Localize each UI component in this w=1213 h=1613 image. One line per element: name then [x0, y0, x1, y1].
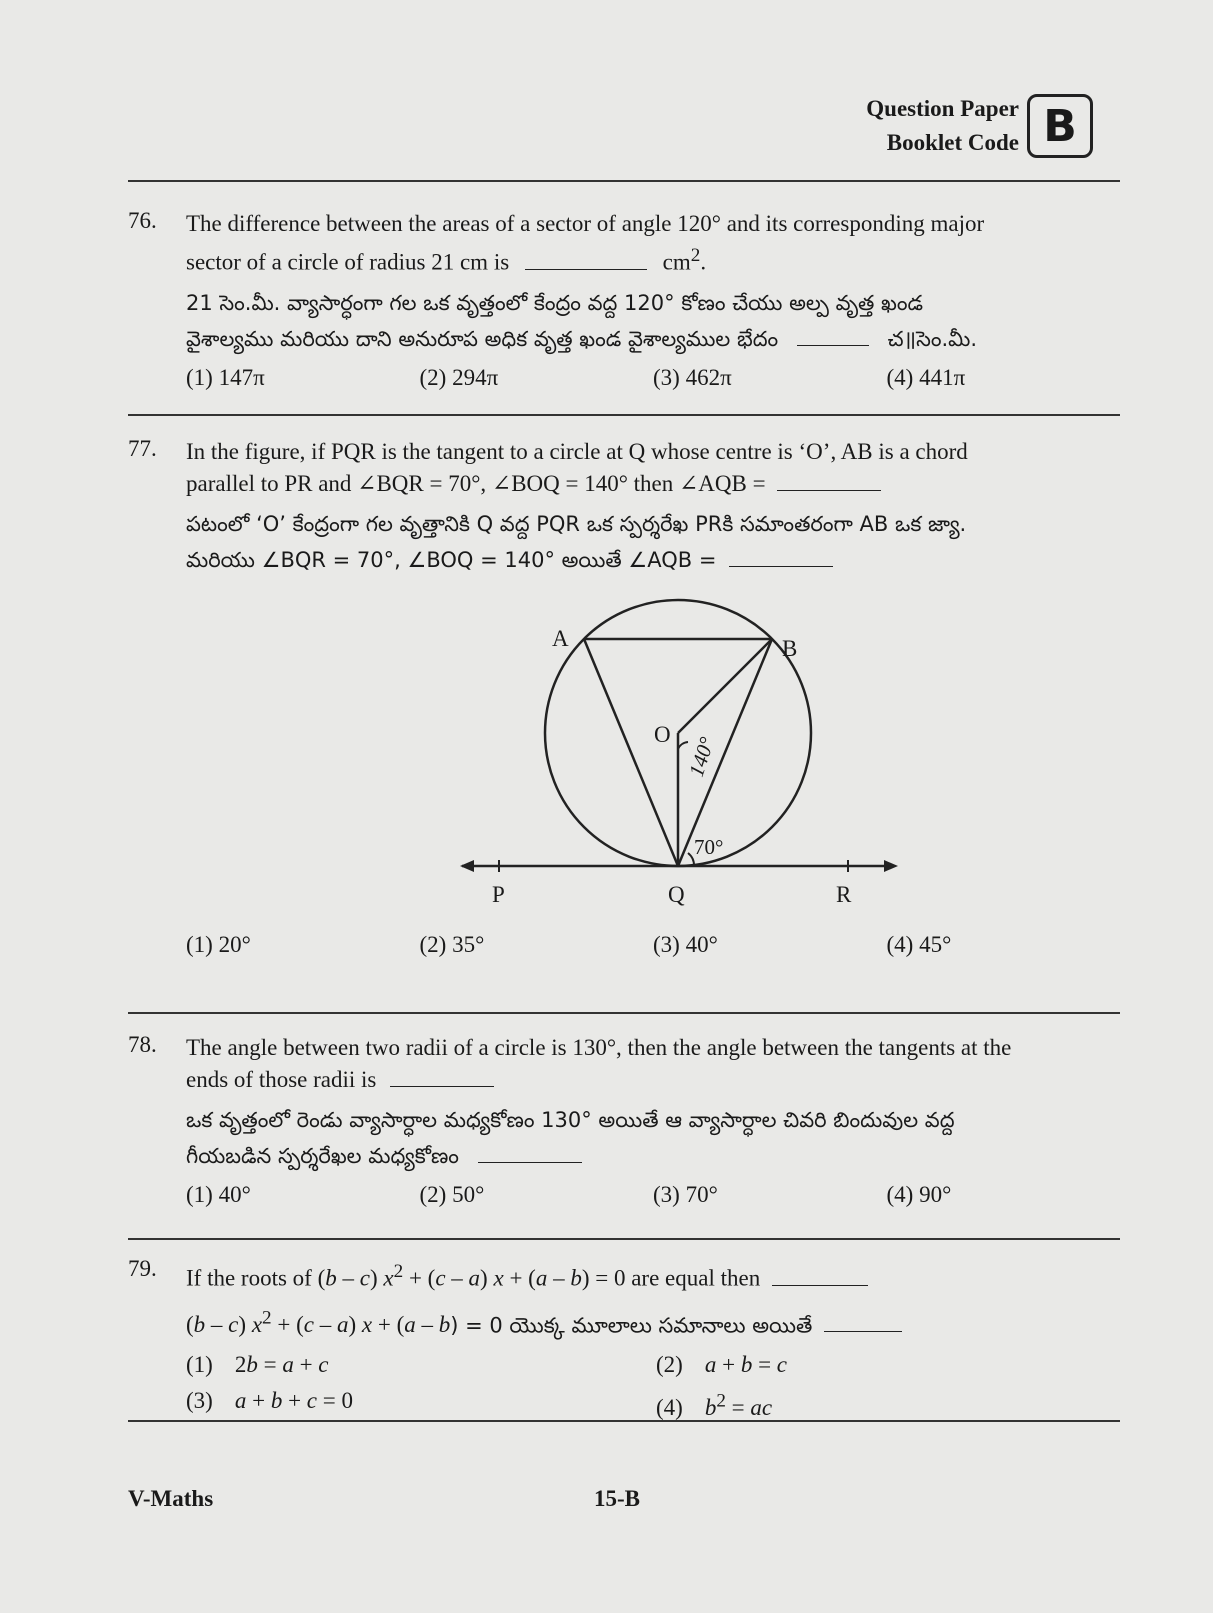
- question-78: [128, 1032, 1120, 1212]
- option-4: (4) 45°: [886, 932, 952, 957]
- arrow-right: [884, 860, 898, 872]
- text-part: –: [445, 1265, 469, 1291]
- question-text-te-1: పటంలో ‘O’ కేంద్రంగా గల వృత్తానికి Q వద్ద PQR ఒక స్పర్శరేఖ PRకి సమాంతరంగా AB ఒక జ్యా.: [186, 512, 967, 536]
- header-line-1: Question Paper: [866, 96, 1019, 121]
- label-p: P: [492, 882, 505, 907]
- question-79: [128, 1256, 1120, 1426]
- radius-ob: [678, 639, 772, 733]
- unit-exponent: 2: [690, 245, 701, 266]
- var-x: x: [383, 1265, 394, 1291]
- text-part: + (: [271, 1312, 304, 1338]
- exponent: 2: [262, 1307, 272, 1329]
- var-c: c: [359, 1265, 370, 1291]
- option-number: (4): [656, 1394, 683, 1420]
- text-part: .: [700, 249, 707, 275]
- option-1: [186, 1347, 656, 1383]
- option-3: (3) 70°: [653, 1182, 718, 1207]
- var-b: b: [325, 1265, 337, 1291]
- question-text-en-2: [186, 1064, 1120, 1096]
- question-text-en-1: In the figure, if PQR is the tangent to a circle at Q whose centre is ‘O’, AB is a chord: [186, 439, 968, 464]
- circle-tangent-diagram: [454, 596, 904, 916]
- answer-blank: [772, 1265, 868, 1286]
- text-part: ends of those radii is: [186, 1067, 377, 1092]
- header-line-2: Booklet Code: [886, 130, 1019, 155]
- variable: b: [193, 1312, 206, 1338]
- circle-figure: [454, 596, 1120, 922]
- angle-arc-boq: [678, 742, 688, 749]
- text-part: + (: [403, 1265, 436, 1291]
- text-part: If the roots of (: [186, 1265, 326, 1291]
- exponent: 2: [393, 1261, 404, 1282]
- option-1: (1) 147π: [186, 364, 265, 390]
- booklet-code-box: B: [1027, 94, 1093, 158]
- angle-label-boq: 140°: [683, 734, 720, 780]
- question-text-te-1: 21 సెం.మీ. వ్యాసార్ధంగా గల ఒక వృత్తంలో కేంద్రం వద్ద 120° కోణం చేయు అల్ప వృత్త ఖండ: [186, 290, 924, 315]
- footer-subject: V-Maths: [128, 1486, 214, 1511]
- divider: [128, 180, 1120, 182]
- text-part: గీయబడిన స్పర్శరేఖల మధ్యకోణం: [186, 1144, 459, 1168]
- question-text-te-2: [186, 321, 1120, 357]
- unit-text: cm: [662, 249, 691, 275]
- option-text: a + b = c: [704, 1352, 788, 1378]
- options: [186, 928, 1120, 962]
- booklet-code-label: [866, 92, 1019, 160]
- options: [186, 1178, 1120, 1212]
- question-number: 79.: [128, 1256, 157, 1281]
- text-part: –: [547, 1265, 571, 1291]
- question-number: 76.: [128, 208, 157, 233]
- text-part: ): [480, 1265, 494, 1291]
- option-1: (1) 40°: [186, 1182, 251, 1207]
- text-part: ) = 0 are equal then: [581, 1265, 761, 1291]
- label-a: A: [552, 626, 569, 651]
- booklet-code-header: [866, 92, 1093, 160]
- text-part: ): [369, 1265, 384, 1291]
- label-b: B: [782, 636, 798, 661]
- var-x: x: [493, 1265, 504, 1291]
- text-part: –: [415, 1312, 439, 1338]
- answer-blank: [525, 249, 647, 270]
- label-r: R: [836, 882, 852, 907]
- answer-blank: [390, 1066, 494, 1087]
- text-part: –: [205, 1312, 229, 1338]
- options: [186, 1347, 1120, 1426]
- question-77: [128, 436, 1120, 962]
- equation: [186, 1307, 451, 1338]
- unit-text: చ॥సెం.మీ.: [887, 326, 978, 351]
- var-c: c: [435, 1265, 446, 1291]
- var-b: b: [570, 1265, 582, 1291]
- question-text-en-2: [186, 240, 1120, 279]
- divider: [128, 1238, 1120, 1240]
- angle-label-bqr: 70°: [694, 835, 724, 859]
- option-3: (3) 40°: [653, 932, 718, 957]
- option-2: [656, 1347, 1126, 1383]
- divider: [128, 414, 1120, 416]
- option-text: 2b = a + c: [234, 1352, 329, 1378]
- option-4: (4) 441π: [886, 364, 966, 390]
- variable: x: [361, 1312, 373, 1338]
- answer-blank: [824, 1311, 902, 1332]
- question-text-en-1: The angle between two radii of a circle is 130°, then the angle between the tangents at the: [186, 1035, 1012, 1060]
- option-3: (3) 462π: [653, 364, 732, 390]
- variable: c: [228, 1312, 239, 1338]
- question-text-te-2: [186, 1138, 1120, 1174]
- variable: c: [303, 1312, 314, 1338]
- text-part: –: [313, 1312, 337, 1338]
- text-part: sector of a circle of radius 21 cm is: [186, 249, 510, 275]
- option-text: a + b + c = 0: [234, 1388, 353, 1414]
- arrow-left: [460, 860, 474, 872]
- text-part: మరియు ∠BQR = 70°, ∠BOQ = 140° అయితే ∠AQB =: [186, 548, 717, 572]
- option-2: (2) 294π: [419, 364, 499, 390]
- option-1: (1) 20°: [186, 932, 251, 957]
- text-part: –: [336, 1265, 360, 1291]
- question-text-en: [186, 1256, 1120, 1295]
- divider: [128, 1420, 1120, 1422]
- question-number: 77.: [128, 436, 157, 461]
- text-part: + (: [503, 1265, 536, 1291]
- answer-blank: [797, 325, 869, 346]
- option-text: $b^2$ = ac: [704, 1390, 773, 1420]
- label-q: Q: [668, 882, 685, 907]
- text-part: ): [238, 1312, 252, 1338]
- label-o: O: [654, 722, 671, 747]
- variable: a: [336, 1312, 349, 1338]
- text-part: ): [348, 1312, 362, 1338]
- options: [186, 361, 1120, 395]
- option-number: (3): [186, 1388, 213, 1414]
- var-a: a: [535, 1265, 548, 1291]
- option-number: (2): [656, 1352, 683, 1378]
- question-text-te-2: [186, 542, 1120, 578]
- variable: x: [251, 1312, 263, 1338]
- variable: b: [438, 1312, 451, 1338]
- divider: [128, 1012, 1120, 1014]
- question-76: [128, 208, 1120, 395]
- option-2: (2) 35°: [419, 932, 485, 957]
- option-number: (1): [186, 1352, 213, 1378]
- question-text-te-1: ఒక వృత్తంలో రెండు వ్యాసార్ధాల మధ్యకోణం 130° అయితే ఆ వ్యాసార్ధాల చివరి బిందువుల వద్ద: [186, 1108, 955, 1132]
- text-part: ) = 0 యొక్క మూలాలు సమానాలు అయితే: [450, 1313, 813, 1338]
- line-aq: [584, 639, 678, 866]
- question-number: 78.: [128, 1032, 157, 1057]
- var-a: a: [468, 1265, 481, 1291]
- answer-blank: [729, 546, 833, 567]
- text-part: వైశాల్యము మరియు దాని అనురూప అధిక వృత్త ఖండ వైశాల్యముల భేదం: [186, 326, 779, 351]
- question-text-en-2: [186, 468, 1120, 500]
- answer-blank: [777, 470, 881, 491]
- option-4: (4) 90°: [886, 1182, 952, 1207]
- text-part: parallel to PR and ∠BQR = 70°, ∠BOQ = 140° then ∠AQB =: [186, 471, 766, 496]
- footer-page-number: 15-B: [594, 1486, 640, 1511]
- question-text-te: [186, 1301, 1120, 1344]
- text-part: + (: [372, 1312, 405, 1338]
- option-2: (2) 50°: [419, 1182, 485, 1207]
- text-part: (: [186, 1312, 194, 1338]
- answer-blank: [478, 1142, 582, 1163]
- question-text-en-1: The difference between the areas of a sector of angle 120° and its corresponding major: [186, 211, 985, 236]
- variable: a: [404, 1312, 416, 1338]
